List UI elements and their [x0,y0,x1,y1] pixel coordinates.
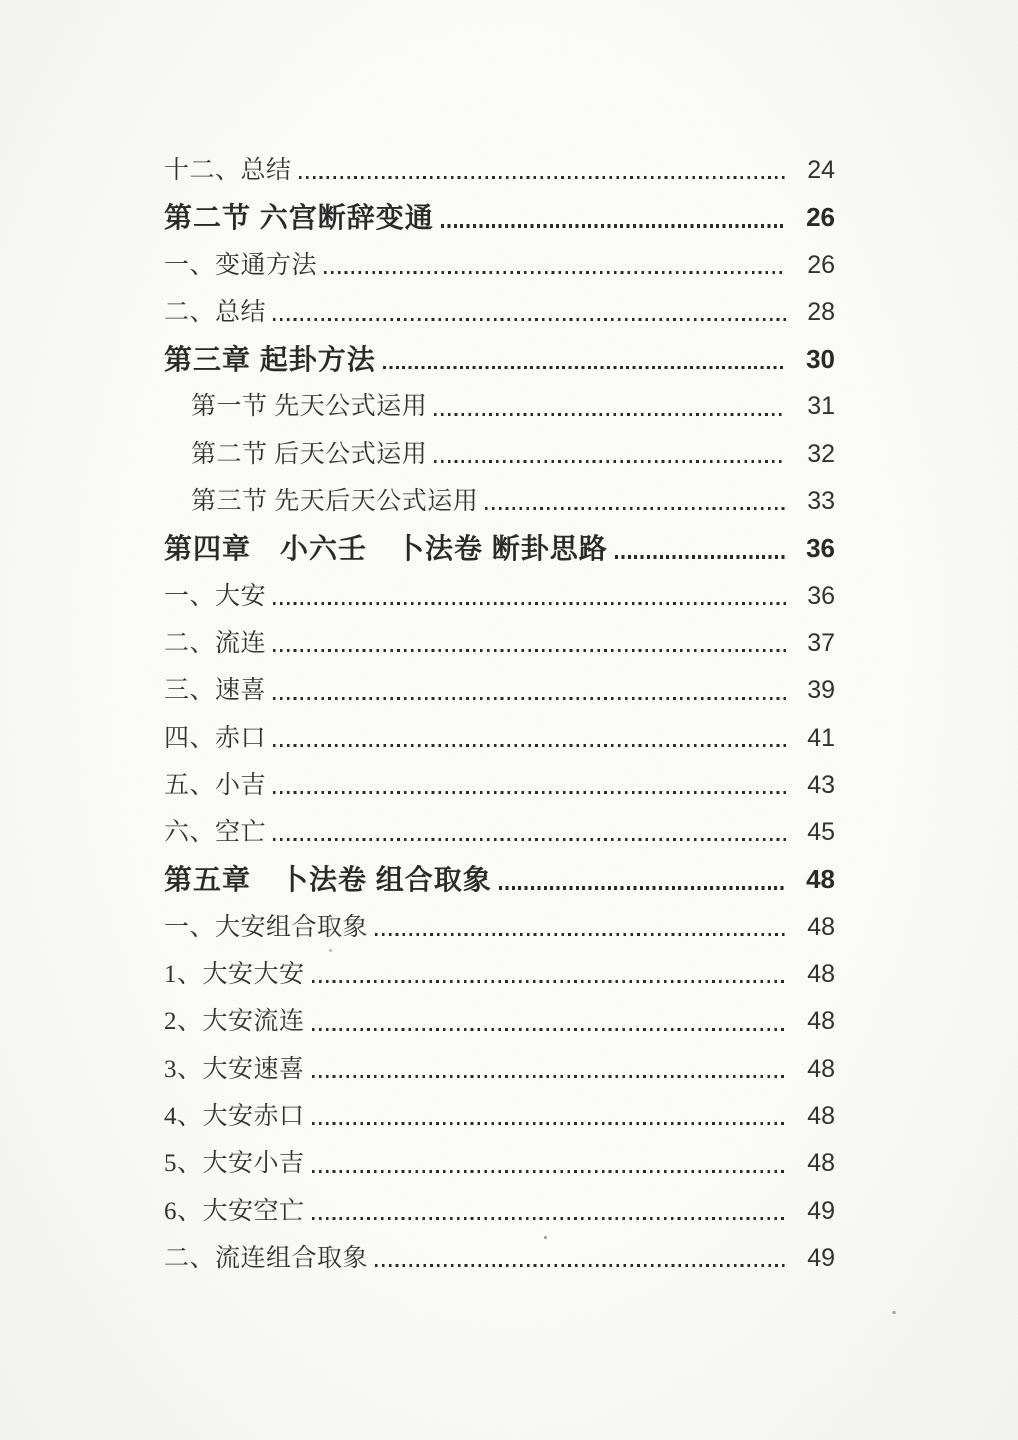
dotted-leader [273,649,786,652]
toc-entry-page-number: 49 [807,1243,835,1272]
toc-entry-page-number: 48 [806,864,835,895]
toc-entry-page-number: 49 [807,1196,835,1225]
toc-entry-row [164,478,835,525]
dotted-leader [312,980,786,983]
toc-entry-page-number: 48 [807,1101,835,1130]
toc-entry-title: 6、大安空亡 [164,1197,305,1225]
dotted-leader [273,838,786,841]
toc-entry-title: 二、总结 [164,298,267,326]
toc-entry-page-number: 36 [806,533,835,564]
toc-entry-row [164,809,835,856]
toc-entry-row [164,1235,835,1282]
dotted-leader [615,555,786,558]
toc-entry-row [164,1046,835,1093]
toc-entry-page-number: 31 [807,392,835,421]
toc-entry-row [164,904,835,951]
toc-entry-title: 4、大安赤口 [164,1102,305,1130]
toc-entry-title: 3、大安速喜 [164,1055,305,1083]
toc-entry-title: 十二、总结 [164,157,292,184]
dotted-leader [434,460,786,463]
toc-entry-row [164,336,835,383]
toc-entry-row [164,715,835,762]
dotted-leader [375,1264,786,1267]
toc-entry-page-number: 26 [806,202,835,233]
toc-entry-title: 二、流连 [164,629,267,657]
toc-entry-row [164,525,835,572]
dotted-leader [312,1122,786,1125]
toc-entry-title: 五、小吉 [164,771,267,799]
toc-entry-page-number: 32 [807,439,835,468]
toc-entry-row [164,856,835,903]
toc-entry-row [164,998,835,1045]
toc-entry-page-number: 24 [807,156,835,184]
dotted-leader [273,744,786,747]
toc-entry-page-number: 43 [807,770,835,799]
toc-entry-title: 5、大安小吉 [164,1150,305,1178]
toc-entry-page-number: 41 [807,723,835,752]
dotted-leader [485,507,786,510]
dotted-leader [312,1028,786,1031]
toc-entry-row [164,383,835,430]
toc-entry-row [164,1093,835,1140]
toc-entry-page-number: 37 [807,628,835,657]
toc-entry-row [164,1188,835,1235]
toc-entry-page-number: 30 [806,344,835,375]
toc-entry-title: 第三章 起卦方法 [164,344,376,376]
toc-entry-title: 六、空亡 [164,819,267,847]
toc-entry-title: 1、大安大安 [164,961,305,989]
toc-entry-title: 一、大安组合取象 [164,913,369,941]
toc-list [164,147,835,1282]
dotted-leader [299,176,786,179]
dotted-leader [312,1170,786,1173]
dotted-leader [273,697,786,700]
dotted-leader [499,886,786,889]
dotted-leader [273,791,786,794]
toc-entry-title: 四、赤口 [164,724,267,752]
toc-entry-row [164,573,835,620]
toc-entry-row [164,1140,835,1187]
toc-entry-title: 第五章 卜法卷 组合取象 [164,864,492,896]
scan-speck [892,1311,896,1314]
toc-entry-row [164,667,835,714]
toc-entry-page-number: 26 [807,250,835,279]
toc-entry-page-number: 48 [807,912,835,941]
toc-entry-page-number: 48 [807,960,835,989]
toc-entry-row [164,762,835,809]
toc-entry-row [164,289,835,336]
toc-entry-page-number: 48 [807,1149,835,1178]
toc-entry-title: 2、大安流连 [164,1008,305,1036]
dotted-leader [312,1075,786,1078]
dotted-leader [312,1217,786,1220]
toc-entry-row [164,194,835,241]
toc-entry-page-number: 48 [807,1007,835,1036]
toc-entry-page-number: 28 [807,297,835,326]
toc-entry-title: 第三节 先天后天公式运用 [191,488,479,516]
dotted-leader [273,318,786,321]
dotted-leader [324,271,786,274]
toc-entry-row [164,242,835,289]
toc-entry-title: 一、变通方法 [164,251,318,279]
toc-entry-page-number: 39 [807,676,835,705]
dotted-leader [383,366,786,369]
toc-entry-row [164,431,835,478]
toc-entry-title: 三、速喜 [164,677,267,705]
toc-entry-row [164,147,835,194]
dotted-leader [434,413,786,416]
toc-entry-row [164,620,835,667]
toc-entry-title: 二、流连组合取象 [164,1244,369,1272]
toc-entry-page-number: 45 [807,818,835,847]
toc-entry-page-number: 48 [807,1054,835,1083]
toc-entry-row [164,951,835,998]
toc-entry-title: 第二节 六宫断辞变通 [164,202,434,234]
toc-entry-title: 一、大安 [164,582,267,610]
toc-entry-title: 第二节 后天公式运用 [191,440,428,468]
toc-entry-title: 第四章 小六壬 卜法卷 断卦思路 [164,533,608,565]
toc-entry-page-number: 33 [807,487,835,516]
dotted-leader [273,602,786,605]
toc-entry-title: 第一节 先天公式运用 [191,393,428,421]
dotted-leader [375,933,786,936]
dotted-leader [441,224,786,227]
toc-entry-page-number: 36 [807,581,835,610]
